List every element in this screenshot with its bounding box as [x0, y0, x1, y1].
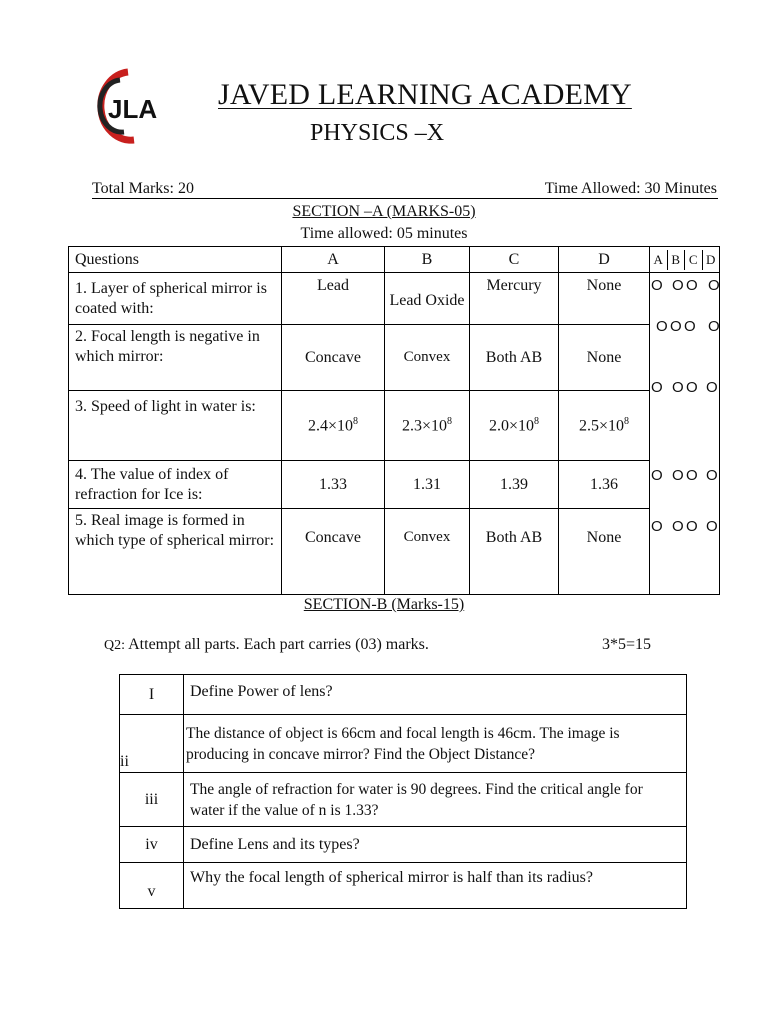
option-a: Concave: [282, 509, 385, 595]
bubble-3a[interactable]: O: [651, 379, 663, 396]
option-a: 1.33: [282, 461, 385, 509]
col-header-questions: Questions: [69, 247, 282, 273]
bubble-4a[interactable]: O: [651, 467, 663, 484]
part-text: The angle of refraction for water is 90 degrees. Find the critical angle for water if the value of n is 1.33?: [184, 773, 687, 827]
bubble-4d[interactable]: O: [706, 467, 718, 484]
q2-text: Attempt all parts. Each part carries (03) marks.: [125, 636, 429, 653]
col-header-c: C: [470, 247, 559, 273]
bubble-4b[interactable]: O: [672, 467, 684, 484]
option-c: Both AB: [470, 509, 559, 595]
part-text: Define Power of lens?: [184, 675, 687, 715]
bubble-5c[interactable]: O: [686, 518, 698, 535]
table-row: [69, 273, 720, 325]
option-b: 1.31: [385, 461, 470, 509]
question-text: 5. Real image is formed in which type of spherical mirror:: [69, 509, 282, 595]
option-c: Both AB: [470, 325, 559, 391]
part-number: v: [120, 863, 184, 909]
part-text: Why the focal length of spherical mirror is half than its radius?: [184, 863, 687, 909]
option-b: Lead Oxide: [385, 273, 470, 325]
section-a-time: Time allowed: 05 minutes: [300, 225, 468, 242]
table-row: [69, 461, 720, 509]
option-d: 1.36: [559, 461, 650, 509]
part-number: iv: [120, 827, 184, 863]
bubble-header: [650, 247, 720, 273]
q2-marks: 3*5=15: [602, 636, 652, 653]
table-row: [120, 773, 687, 827]
bubble-5d[interactable]: O: [706, 518, 718, 535]
option-a: [282, 391, 385, 461]
table-row: [120, 863, 687, 909]
jla-logo: [90, 66, 162, 146]
value-text: 2.0×10: [488, 417, 535, 435]
table-row: [120, 827, 687, 863]
col-header-b: B: [385, 247, 470, 273]
option-c: [470, 391, 559, 461]
table-row: [69, 509, 720, 595]
answer-bubbles: [650, 273, 720, 595]
logo-letters: JLA: [108, 94, 158, 124]
total-marks: Total Marks: 20: [92, 180, 194, 197]
bubble-5a[interactable]: O: [651, 518, 663, 535]
option-c: Mercury: [470, 273, 559, 325]
bubble-3b[interactable]: O: [672, 379, 684, 396]
bubble-letter-d: D: [702, 250, 720, 270]
part-number: iii: [120, 773, 184, 827]
part-number: ii: [120, 715, 184, 773]
section-b-table: [119, 674, 687, 909]
bubble-2a[interactable]: O: [656, 318, 668, 335]
table-header-row: [69, 247, 720, 273]
table-row: [120, 675, 687, 715]
bubble-2c[interactable]: O: [684, 318, 696, 335]
option-a: Concave: [282, 325, 385, 391]
bubble-letter-b: B: [667, 250, 685, 270]
section-b-title: SECTION-B (Marks-15): [303, 596, 465, 613]
mcq-table: [68, 246, 720, 595]
question-text: 2. Focal length is negative in which mirror:: [69, 325, 282, 391]
col-header-d: D: [559, 247, 650, 273]
q2-instruction: [104, 636, 429, 654]
bubble-1d[interactable]: O: [708, 277, 720, 294]
subject-title: PHYSICS –X: [310, 120, 445, 146]
table-row: [69, 391, 720, 461]
exponent: 8: [534, 415, 540, 427]
bubble-1a[interactable]: O: [651, 277, 663, 294]
header-divider: [92, 198, 718, 199]
question-text: 3. Speed of light in water is:: [69, 391, 282, 461]
bubble-3d[interactable]: O: [706, 379, 718, 396]
exponent: 8: [624, 415, 630, 427]
table-row: [69, 325, 720, 391]
option-d: None: [559, 325, 650, 391]
academy-title: JAVED LEARNING ACADEMY: [218, 78, 632, 111]
bubble-3c[interactable]: O: [686, 379, 698, 396]
bubble-letter-c: C: [684, 250, 702, 270]
option-b: Convex: [385, 509, 470, 595]
bubble-5b[interactable]: O: [672, 518, 684, 535]
part-number: I: [120, 675, 184, 715]
bubble-4c[interactable]: O: [686, 467, 698, 484]
q2-label: Q2:: [104, 638, 125, 653]
time-allowed: Time Allowed: 30 Minutes: [544, 180, 717, 197]
option-d: None: [559, 273, 650, 325]
col-header-a: A: [282, 247, 385, 273]
question-text: 1. Layer of spherical mirror is coated with:: [69, 273, 282, 325]
part-text: Define Lens and its types?: [184, 827, 687, 863]
value-text: 2.4×10: [307, 417, 354, 435]
option-c: 1.39: [470, 461, 559, 509]
question-text: 4. The value of index of refraction for Ice is:: [69, 461, 282, 509]
section-a-title: SECTION –A (MARKS-05): [292, 203, 476, 220]
exponent: 8: [447, 415, 453, 427]
table-row: [120, 715, 687, 773]
bubble-2b[interactable]: O: [670, 318, 682, 335]
option-b: Convex: [385, 325, 470, 391]
bubble-1b[interactable]: O: [672, 277, 684, 294]
bubble-letter-a: A: [653, 251, 663, 267]
value-text: 2.3×10: [401, 417, 448, 435]
part-text: The distance of object is 66cm and focal length is 46cm. The image is producing in concave mirror? Find the Object Distance?: [184, 715, 687, 773]
option-a: Lead: [282, 273, 385, 325]
bubble-1c[interactable]: O: [686, 277, 698, 294]
value-text: 2.5×10: [578, 417, 625, 435]
exponent: 8: [353, 415, 359, 427]
option-b: [385, 391, 470, 461]
bubble-2d[interactable]: O: [708, 318, 720, 335]
option-d: None: [559, 509, 650, 595]
option-d: [559, 391, 650, 461]
